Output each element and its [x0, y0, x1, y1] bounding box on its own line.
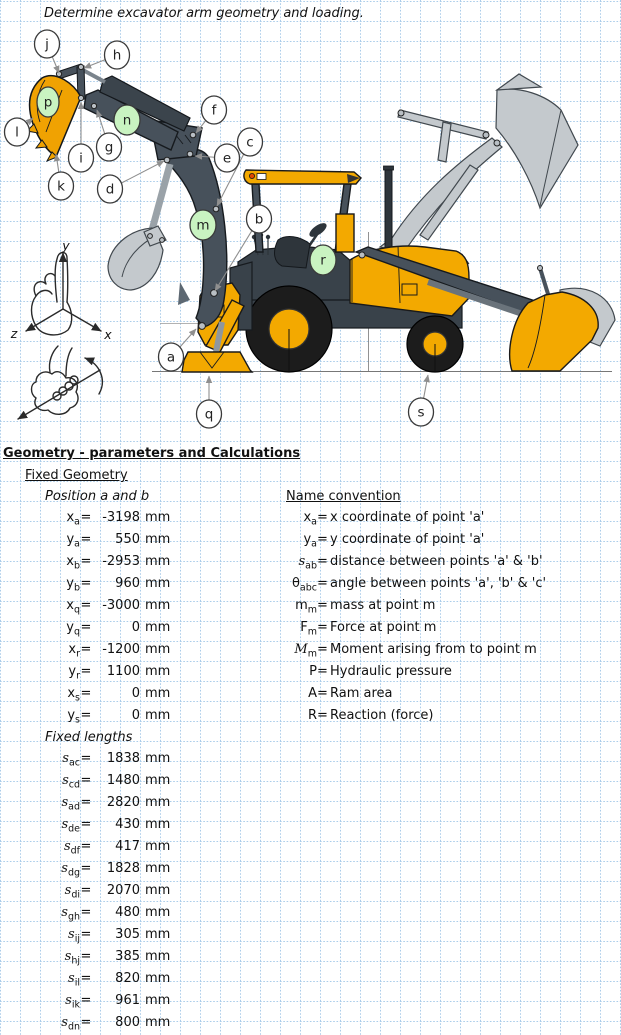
row-yb[interactable]: $y_b$ = 960 mm — [66, 575, 171, 594]
svg-text:f: f — [211, 102, 217, 119]
row-sik[interactable]: $s_{ik}$ = 961 mm — [65, 992, 171, 1011]
var-name: m — [295, 597, 308, 613]
row-ys[interactable]: $y_s$ = 0 mm — [67, 707, 171, 726]
svg-text:h: h — [112, 47, 122, 64]
unit: mm — [145, 794, 171, 810]
row-xq[interactable]: $x_q$ = -3000 mm — [66, 597, 171, 616]
point-label-b — [247, 205, 272, 233]
convention-row-R[interactable]: R = Reaction (force) — [307, 707, 434, 723]
point-label-c — [238, 128, 263, 156]
var-name: x — [67, 685, 76, 701]
var-sub: ab — [305, 560, 317, 572]
convention-row-ya[interactable]: $y_a$ = y coordinate of point 'a' — [303, 531, 485, 550]
svg-text:s: s — [417, 404, 425, 421]
point-label-k — [49, 172, 74, 200]
page-title[interactable]: Determine excavator arm geometry and loading. — [44, 6, 364, 21]
row-yr[interactable]: $y_r$ = 1100 mm — [68, 663, 171, 682]
row-xb[interactable]: $x_b$ = -2953 mm — [66, 553, 171, 572]
row-sil[interactable]: $s_{il}$ = 820 mm — [68, 970, 171, 989]
value: 0 — [131, 685, 140, 701]
row-shj[interactable]: $s_{hj}$ = 385 mm — [64, 948, 171, 967]
var-sub: ac — [68, 757, 80, 769]
convention-row-fm[interactable]: $F_m$ = Force at point m — [300, 619, 437, 638]
var-sub: m — [307, 626, 317, 638]
row-sdn[interactable]: $s_{dn}$ = 800 mm — [61, 1014, 171, 1033]
unit: mm — [145, 509, 171, 525]
exhaust-stack — [385, 168, 392, 250]
var-sub: a — [311, 538, 317, 550]
var-name: R — [307, 707, 317, 723]
point-label-a — [159, 343, 184, 371]
var-sub: gh — [67, 911, 80, 923]
point-label-f — [202, 96, 227, 124]
value: -3000 — [102, 597, 140, 613]
point-label-l — [5, 118, 30, 146]
var-sub: s — [75, 692, 80, 704]
value: -2953 — [102, 553, 140, 569]
var-sub: cd — [68, 779, 80, 791]
var-name: M — [294, 641, 308, 657]
front-loader-raised-ghost — [380, 74, 578, 252]
convention-row-xa[interactable]: $x_a$ = x coordinate of point 'a' — [303, 509, 485, 528]
svg-text:c: c — [246, 134, 254, 151]
svg-text:e: e — [222, 150, 232, 167]
unit: mm — [145, 904, 171, 920]
row-sdg[interactable]: $s_{dg}$ = 1828 mm — [61, 860, 171, 879]
x-axis-label: x — [104, 327, 112, 342]
value: 800 — [115, 1014, 140, 1030]
var-name: s — [62, 750, 69, 766]
value: 550 — [115, 531, 140, 547]
value: 820 — [115, 970, 140, 986]
roof-beacon — [249, 173, 254, 178]
var-sub: m — [307, 648, 317, 660]
definition: x coordinate of point 'a' — [330, 509, 485, 525]
svg-text:g: g — [104, 139, 114, 156]
svg-text:b: b — [254, 211, 264, 228]
unit: mm — [145, 882, 171, 898]
unit: mm — [145, 707, 171, 723]
var-sub: a — [74, 516, 80, 528]
name-convention-table — [281, 506, 546, 726]
value: 960 — [115, 575, 140, 591]
value: 0 — [131, 619, 140, 635]
value: 305 — [115, 926, 140, 942]
var-name: y — [303, 531, 312, 547]
unit: mm — [145, 685, 171, 701]
row-xr[interactable]: $x_r$ = -1200 mm — [68, 641, 171, 660]
fixed-lengths-table — [30, 747, 170, 1033]
unit: mm — [145, 838, 171, 854]
unit: mm — [145, 860, 171, 876]
convention-row-Mm[interactable]: $M_m$ = Moment arising from to point m — [294, 641, 537, 660]
z-axis-label: z — [10, 326, 18, 341]
unit: mm — [145, 553, 171, 569]
y-axis-label: y — [62, 238, 70, 253]
rotation-arrow — [85, 358, 102, 394]
value: 0 — [131, 707, 140, 723]
var-sub: m — [307, 604, 317, 616]
var-sub: s — [75, 714, 80, 726]
var-name: s — [62, 772, 69, 788]
row-sgh[interactable]: $s_{gh}$ = 480 mm — [61, 904, 171, 923]
index-finger — [55, 252, 68, 302]
value: 1100 — [106, 663, 140, 679]
value: 1828 — [106, 860, 140, 876]
var-name: s — [63, 838, 71, 854]
var-name: s — [61, 1014, 68, 1030]
svg-text:n: n — [122, 112, 132, 129]
row-sdf[interactable]: $s_{df}$ = 417 mm — [63, 838, 171, 857]
svg-text:q: q — [204, 406, 214, 423]
var-name: P — [309, 663, 317, 679]
var-name: s — [61, 794, 69, 810]
boom — [163, 149, 227, 327]
var-sub: de — [68, 823, 80, 835]
value: 430 — [115, 816, 140, 832]
definition: Reaction (force) — [330, 707, 434, 723]
var-name: s — [61, 860, 68, 876]
var-sub: ik — [71, 999, 80, 1011]
var-name: A — [308, 685, 317, 701]
unit: mm — [145, 597, 171, 613]
var-name: x — [68, 641, 77, 657]
point-label-s — [409, 398, 434, 426]
var-sub: q — [73, 626, 80, 638]
var-name: s — [68, 926, 75, 942]
unit: mm — [145, 641, 171, 657]
svg-text:a: a — [166, 349, 176, 366]
convention-row-mm[interactable]: $m_m$ = mass at point m — [295, 597, 436, 616]
section-heading[interactable]: Geometry - parameters and Calculations — [3, 446, 301, 461]
point-label-h — [105, 41, 130, 69]
var-name: y — [67, 707, 76, 723]
unit: mm — [145, 531, 171, 547]
value: 480 — [115, 904, 140, 920]
unit: mm — [145, 575, 171, 591]
var-sub: ij — [74, 933, 80, 945]
fixed-geometry-heading[interactable]: Fixed Geometry — [25, 468, 128, 483]
steering-wheel — [307, 221, 329, 240]
var-name: y — [66, 619, 74, 635]
point-label-q — [197, 400, 222, 428]
row-scd[interactable]: $s_{cd}$ = 1480 mm — [62, 772, 171, 791]
boom-cutout — [178, 282, 190, 305]
var-name: y — [68, 663, 77, 679]
var-sub: il — [74, 977, 80, 989]
moment-vector-arrow — [18, 370, 100, 419]
var-name: x — [303, 509, 312, 525]
var-name: y — [66, 575, 74, 591]
definition: angle between points 'a', 'b' & 'c' — [330, 575, 547, 591]
var-sub: ad — [68, 801, 80, 813]
definition: distance between points 'a' & 'b' — [330, 553, 543, 569]
value: -3198 — [102, 509, 140, 525]
position-table — [30, 506, 170, 726]
point-label-e — [215, 144, 240, 172]
svg-text:r: r — [320, 252, 326, 269]
row-sad[interactable]: $s_{ad}$ = 2820 mm — [61, 794, 171, 813]
definition: y coordinate of point 'a' — [330, 531, 485, 547]
var-sub: r — [76, 670, 80, 682]
svg-text:d: d — [105, 181, 115, 198]
definition: mass at point m — [330, 597, 436, 613]
unit: mm — [145, 1014, 171, 1030]
definition: Moment arising from to point m — [330, 641, 537, 657]
svg-text:i: i — [79, 150, 83, 167]
var-sub: hj — [71, 955, 80, 967]
ghost-bucket-spill-guard — [497, 74, 541, 90]
var-name: s — [68, 970, 75, 986]
var-name: y — [66, 531, 75, 547]
wrist — [49, 346, 72, 376]
unit: mm — [145, 663, 171, 679]
svg-text:m: m — [196, 217, 210, 234]
row-sde[interactable]: $s_{de}$ = 430 mm — [61, 816, 171, 835]
var-name: θ — [291, 575, 300, 591]
var-sub: dg — [67, 867, 80, 879]
unit: mm — [145, 816, 171, 832]
unit: mm — [145, 619, 171, 635]
var-name: s — [65, 992, 72, 1008]
row-sdi[interactable]: $s_{di}$ = 2070 mm — [64, 882, 171, 901]
svg-text:p: p — [43, 94, 53, 111]
unit: mm — [145, 970, 171, 986]
var-name: s — [64, 948, 72, 964]
value: 417 — [115, 838, 140, 854]
roof-light — [257, 174, 266, 180]
svg-text:l: l — [15, 124, 19, 141]
ghost-dipper-cylinder — [152, 164, 170, 230]
var-name: x — [66, 509, 75, 525]
moment-hand-sketch — [18, 346, 102, 419]
ghost-loader-bucket — [496, 89, 578, 208]
value: -1200 — [102, 641, 140, 657]
loader-mount-tower — [336, 214, 354, 252]
value: 1838 — [106, 750, 140, 766]
seat — [275, 237, 310, 268]
point-label-j — [35, 30, 60, 58]
var-sub: abc — [299, 582, 317, 594]
definition: Force at point m — [330, 619, 437, 635]
var-sub: b — [73, 582, 80, 594]
var-name: x — [66, 553, 74, 569]
var-sub: b — [73, 560, 80, 572]
definition: Ram area — [330, 685, 393, 701]
row-sac[interactable]: $s_{ac}$ = 1838 mm — [62, 750, 171, 769]
convention-row-A[interactable]: A = Ram area — [308, 685, 393, 701]
row-ya[interactable]: $y_a$ = 550 mm — [66, 531, 171, 550]
row-xs[interactable]: $x_s$ = 0 mm — [67, 685, 171, 704]
value: 961 — [115, 992, 140, 1008]
unit: mm — [145, 750, 171, 766]
point-label-d — [98, 175, 123, 203]
backhoe-bucket — [30, 76, 81, 157]
var-name: s — [64, 882, 72, 898]
value: 385 — [115, 948, 140, 964]
row-yq[interactable]: $y_q$ = 0 mm — [66, 619, 171, 638]
var-sub: a — [311, 516, 317, 528]
point-label-n — [114, 105, 140, 135]
point-label-i — [69, 144, 94, 172]
definition: Hydraulic pressure — [330, 663, 452, 679]
unit: mm — [145, 992, 171, 1008]
svg-text:j: j — [45, 36, 49, 53]
value: 1480 — [106, 772, 140, 788]
point-label-r — [310, 245, 336, 275]
point-label-p — [37, 87, 59, 117]
value: 2820 — [106, 794, 140, 810]
var-sub: r — [76, 648, 80, 660]
var-name: x — [66, 597, 74, 613]
unit: mm — [145, 772, 171, 788]
convention-row-theta[interactable]: $\theta_{abc}$ = angle between points 'a', 'b' & 'c' — [291, 575, 547, 594]
svg-text:k: k — [57, 178, 65, 195]
var-name: s — [298, 553, 306, 569]
var-sub: dn — [67, 1021, 80, 1033]
var-name: s — [61, 816, 69, 832]
var-sub: di — [71, 889, 80, 901]
convention-row-sab[interactable]: $s_{ab}$ = distance between points 'a' & 'b' — [298, 553, 543, 572]
excavator-illustration — [0, 0, 621, 435]
var-sub: q — [73, 604, 80, 616]
fixed-lengths-subheading[interactable]: Fixed lengths — [45, 730, 133, 745]
var-sub: df — [70, 845, 80, 857]
point-label-m — [190, 210, 216, 240]
unit: mm — [145, 926, 171, 942]
convention-row-P[interactable]: P = Hydraulic pressure — [309, 663, 452, 679]
var-name: s — [61, 904, 68, 920]
row-sij[interactable]: $s_{ij}$ = 305 mm — [68, 926, 171, 945]
name-convention-heading[interactable]: Name convention — [286, 489, 401, 504]
var-name: F — [300, 619, 308, 635]
row-xa[interactable]: $x_a$ = -3198 mm — [66, 509, 171, 528]
position-subheading[interactable]: Position a and b — [45, 489, 150, 504]
unit: mm — [145, 948, 171, 964]
value: 2070 — [106, 882, 140, 898]
point-label-g — [97, 133, 122, 161]
var-sub: a — [74, 538, 80, 550]
palm — [32, 290, 72, 335]
thumb-knuckles — [34, 274, 55, 296]
axes-sketch — [10, 238, 113, 342]
